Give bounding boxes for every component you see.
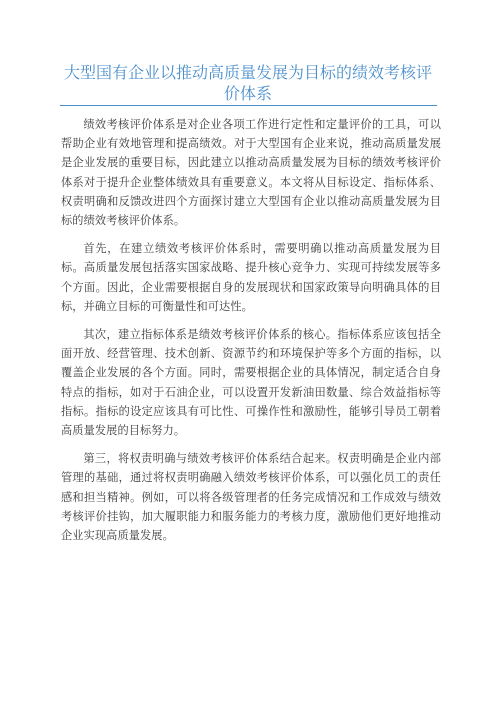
document-body: [61, 115, 441, 554]
document-title: 大型国有企业以推动高质量发展为目标的绩效考核评价体系: [63, 63, 432, 103]
title-divider: [60, 105, 437, 106]
paragraph-second: 其次，建立指标体系是绩效考核评价体系的核心。指标体系应该包括全面开放、经营管理、技术创新、资源节约和环境保护等多个方面的指标，以覆盖企业发展的各个方面。同时，需要根据企业的具体情况，制定适合自身特点的指标，如对于石油企业，可以设置开发新油田数量、综合效益指标等指标。指标的设定应该具有可比性、可操作性和激励性，能够引导员工朝着高质量发展的目标努力。: [61, 328, 441, 438]
paragraph-third: 第三，将权责明确与绩效考核评价体系结合起来。权责明确是企业内部管理的基础，通过将权责明确融入绩效考核评价体系，可以强化员工的责任感和担当精神。例如，可以将各级管理者的任务完成情况和工作成效与绩效考核评价挂钩，加大履职能力和服务能力的考核力度，激励他们更好地推动企业实现高质量发展。: [61, 452, 441, 543]
paragraph-first: 首先，在建立绩效考核评价体系时，需要明确以推动高质量发展为目标。高质量发展包括落实国家战略、提升核心竞争力、实现可持续发展等多个方面。因此，企业需要根据自身的发展现状和国家政策导向明确具体的目标，并确立目标的可衡量性和可达性。: [61, 242, 441, 313]
paragraph-intro: 绩效考核评价体系是对企业各项工作进行定性和定量评价的工具，可以帮助企业有效地管理和提高绩效。对于大型国有企业来说，推动高质量发展是企业发展的重要目标，因此建立以推动高质量发展为目标的绩效考核评价体系对于提升企业整体绩效具有重要意义。本文将从目标设定、指标体系、权责明确和反馈改进四个方面探讨建立大型国有企业以推动高质量发展为目标的绩效考核评价体系。: [61, 118, 441, 228]
